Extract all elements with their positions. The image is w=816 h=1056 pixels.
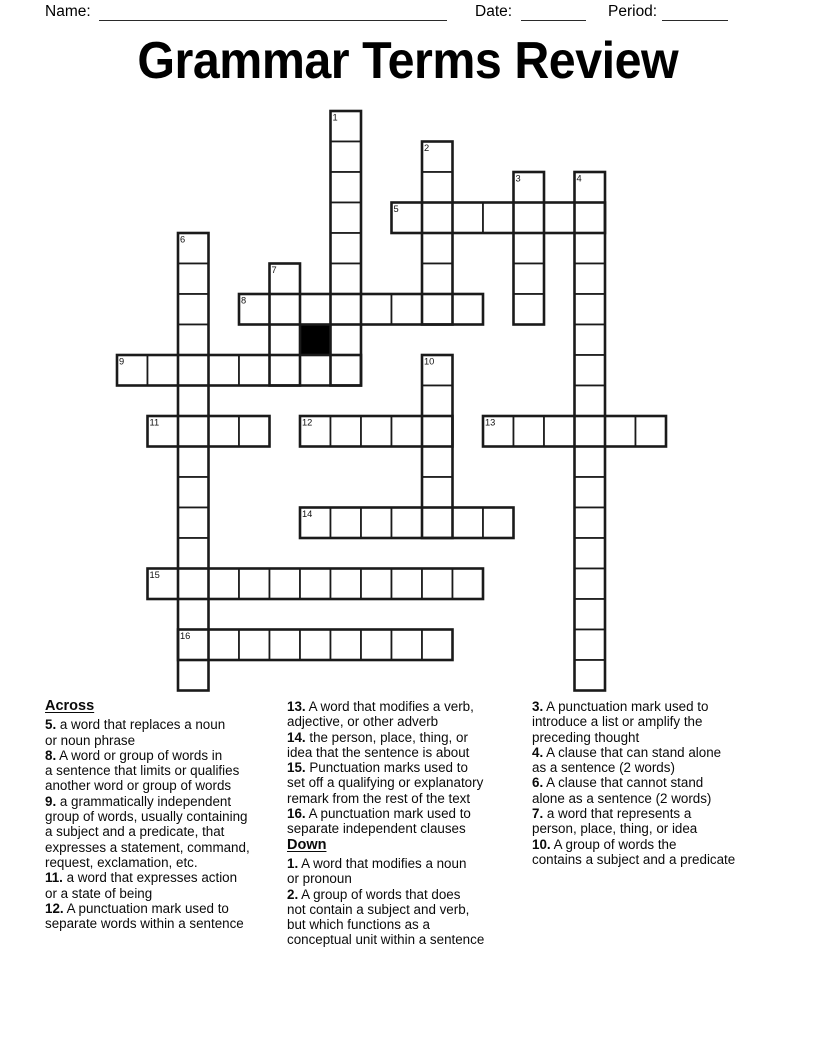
- grid-number-13: 13: [485, 417, 496, 428]
- name-blank-line: [99, 2, 447, 21]
- grid-cell: [453, 203, 484, 234]
- clue-number: 14.: [287, 729, 306, 745]
- clue-number: 5.: [45, 717, 57, 733]
- grid-cell: [331, 416, 362, 447]
- clue-down-10: [532, 837, 735, 868]
- name-label: Name:: [45, 3, 91, 20]
- clue-number: 9.: [45, 793, 57, 809]
- clue-number: 12.: [45, 900, 64, 916]
- grid-cell: [270, 355, 301, 386]
- grid-cell: [392, 569, 423, 600]
- grid-cell: [575, 416, 606, 447]
- grid-cell: [514, 264, 545, 295]
- clue-down-1-line: or pronoun: [287, 871, 352, 887]
- clue-across-12-line: 12. A punctuation mark used to: [45, 900, 229, 916]
- grid-cell: [178, 325, 209, 356]
- clue-number: 11.: [45, 870, 63, 886]
- grid-cell: [178, 599, 209, 630]
- grid-cell: [300, 630, 331, 661]
- clue-across-16-line: separate independent clauses: [287, 821, 466, 837]
- grid-cell: [331, 630, 362, 661]
- clue-across-8-line: another word or group of words: [45, 778, 232, 794]
- grid-cell: [514, 416, 545, 447]
- clue-number: 7.: [532, 806, 544, 822]
- grid-cell: [453, 294, 484, 325]
- grid-cell: [331, 508, 362, 539]
- clue-across-11-line: or a state of being: [45, 885, 153, 901]
- grid-cell: [422, 264, 453, 295]
- grid-cell: [575, 508, 606, 539]
- clue-across-9-line: group of words, usually containing: [45, 809, 248, 825]
- grid-cell: [453, 508, 484, 539]
- down-heading: Down: [287, 836, 327, 853]
- clue-across-16-line: 16. A punctuation mark used to: [287, 806, 471, 822]
- grid-number-14: 14: [302, 509, 313, 520]
- grid-cell: [422, 203, 453, 234]
- grid-cell: [422, 477, 453, 508]
- grid-cell: [178, 569, 209, 600]
- grid-cell: [361, 416, 392, 447]
- grid-cell: [148, 355, 179, 386]
- grid-cell: [575, 203, 606, 234]
- grid-cell: [361, 630, 392, 661]
- clue-down-2-line: 2. A group of words that does: [287, 886, 461, 902]
- grid-cell: [209, 355, 240, 386]
- clue-across-9-line: expresses a statement, command,: [45, 839, 250, 855]
- clue-number: 4.: [532, 744, 544, 760]
- page-title: [0, 33, 816, 90]
- grid-cell: [422, 386, 453, 417]
- clue-number: 8.: [45, 747, 57, 763]
- grid-cell: [422, 233, 453, 264]
- clue-across-8: [45, 748, 250, 794]
- grid-cell: [514, 294, 545, 325]
- grid-cell: [178, 508, 209, 539]
- clue-down-3-line: 3. A punctuation mark used to: [532, 699, 709, 714]
- grid-number-16: 16: [180, 631, 191, 642]
- clue-number: 13.: [287, 699, 306, 714]
- grid-cell: [209, 416, 240, 447]
- clue-across-5: [45, 717, 250, 748]
- grid-cell: [575, 477, 606, 508]
- grid-cell: [178, 477, 209, 508]
- clue-down-7: [532, 806, 735, 837]
- grid-number-5: 5: [393, 204, 399, 215]
- clue-down-3: [532, 699, 735, 745]
- grid-cell: [331, 264, 362, 295]
- grid-cell: [239, 630, 270, 661]
- grid-cell: [331, 233, 362, 264]
- grid-cell: [300, 355, 331, 386]
- grid-cell: [239, 569, 270, 600]
- clue-down-10-line: 10. A group of words the: [532, 836, 677, 852]
- grid-number-15: 15: [149, 570, 160, 581]
- clue-number: 1.: [287, 855, 299, 871]
- clue-down-1-line: 1. A word that modifies a noun: [287, 855, 467, 871]
- grid-cell: [422, 630, 453, 661]
- grid-cell: [178, 660, 209, 691]
- grid-cell: [575, 264, 606, 295]
- clues-column-2: [287, 699, 484, 948]
- grid-cell: [575, 325, 606, 356]
- grid-cell: [239, 355, 270, 386]
- clues-column-1: [45, 699, 250, 931]
- grid-cell: [575, 660, 606, 691]
- grid-cell: [544, 416, 575, 447]
- grid-cell: [270, 294, 301, 325]
- grid-cell: [422, 416, 453, 447]
- clue-down-7-line: person, place, thing, or idea: [532, 821, 698, 837]
- grid-cell: [422, 447, 453, 478]
- grid-cell: [422, 172, 453, 203]
- clue-across-8-line: 8. A word or group of words in: [45, 747, 223, 763]
- period-label: Period:: [608, 3, 658, 20]
- grid-cell: [331, 172, 362, 203]
- page-title-text: Grammar Terms Review: [137, 32, 679, 90]
- clue-down-1: [287, 856, 484, 887]
- clue-across-14-line: idea that the sentence is about: [287, 744, 470, 760]
- clue-down-2-line: conceptual unit within a sentence: [287, 932, 485, 948]
- clue-across-15-line: set off a qualifying or explanatory: [287, 775, 484, 791]
- clue-number: 3.: [532, 699, 544, 714]
- grid-cell: [331, 355, 362, 386]
- grid-number-7: 7: [271, 265, 277, 276]
- grid-cell: [575, 569, 606, 600]
- clue-across-16: [287, 806, 484, 837]
- clue-across-13-line: 13. A word that modifies a verb,: [287, 699, 474, 714]
- grid-cell: [178, 264, 209, 295]
- clue-number: 15.: [287, 760, 306, 776]
- grid-cell: [270, 569, 301, 600]
- grid-cell: [483, 203, 514, 234]
- grid-cell: [331, 142, 362, 173]
- crossword-grid-svg: [115, 109, 669, 693]
- clue-across-13-line: adjective, or other adverb: [287, 714, 439, 730]
- grid-cell: [514, 203, 545, 234]
- grid-number-2: 2: [424, 143, 430, 154]
- clue-across-9-line: 9. a grammatically independent: [45, 793, 232, 809]
- grid-cell: [239, 416, 270, 447]
- clue-across-14-line: 14. the person, place, thing, or: [287, 729, 468, 745]
- clue-down-10-line: contains a subject and a predicate: [532, 851, 736, 867]
- clue-number: 6.: [532, 775, 544, 791]
- grid-number-6: 6: [180, 234, 186, 245]
- clue-down-2: [287, 887, 484, 948]
- grid-cell: [361, 294, 392, 325]
- clue-number: 10.: [532, 836, 551, 852]
- clue-across-9: [45, 794, 250, 870]
- grid-cell: [575, 355, 606, 386]
- grid-cell: [270, 630, 301, 661]
- grid-cell: [178, 416, 209, 447]
- grid-number-11: 11: [149, 417, 160, 428]
- grid-cell: [575, 599, 606, 630]
- clues-column-3: [532, 699, 735, 867]
- grid-cell: [605, 416, 636, 447]
- clue-across-8-line: a sentence that limits or qualifies: [45, 763, 240, 779]
- clue-down-3-line: preceding thought: [532, 729, 640, 745]
- grid-cell: [575, 538, 606, 569]
- clue-across-9-line: request, exclamation, etc.: [45, 854, 198, 870]
- clue-down-6: [532, 775, 735, 806]
- clue-across-9-line: a subject and a predicate, that: [45, 824, 225, 840]
- grid-cell: [453, 569, 484, 600]
- grid-cell: [361, 569, 392, 600]
- grid-cell: [392, 508, 423, 539]
- clue-across-15-line: 15. Punctuation marks used to: [287, 760, 468, 776]
- grid-cell: [575, 233, 606, 264]
- grid-cell: [178, 294, 209, 325]
- date-blank-line: [521, 2, 586, 21]
- clue-across-12-line: separate words within a sentence: [45, 916, 244, 932]
- grid-cell: [483, 508, 514, 539]
- grid-cell: [422, 569, 453, 600]
- grid-cell: [361, 508, 392, 539]
- grid-cell: [209, 569, 240, 600]
- clue-down-4-line: 4. A clause that can stand alone: [532, 744, 722, 760]
- clue-across-5-line: or noun phrase: [45, 732, 136, 748]
- grid-cell: [575, 386, 606, 417]
- clue-across-15-line: remark from the rest of the text: [287, 790, 471, 806]
- across-heading: Across: [45, 698, 95, 714]
- grid-cell: [392, 294, 423, 325]
- clue-down-2-line: but which functions as a: [287, 917, 430, 933]
- clue-across-14: [287, 730, 484, 761]
- clue-down-2-line: not contain a subject and verb,: [287, 901, 470, 917]
- grid-cell: [331, 294, 362, 325]
- grid-cell: [209, 630, 240, 661]
- grid-cell: [392, 630, 423, 661]
- clue-down-4: [532, 745, 735, 776]
- clue-number: 16.: [287, 806, 306, 822]
- grid-number-10: 10: [424, 356, 435, 367]
- clue-down-3-line: introduce a list or amplify the: [532, 714, 703, 730]
- grid-cell: [300, 294, 331, 325]
- grid-number-12: 12: [302, 417, 313, 428]
- grid-cell: [331, 203, 362, 234]
- clue-across-11-line: 11. a word that expresses action: [45, 870, 238, 886]
- clue-across-11: [45, 870, 250, 901]
- grid-cell: [178, 386, 209, 417]
- grid-number-4: 4: [576, 173, 582, 184]
- grid-cell: [575, 294, 606, 325]
- grid-cell: [544, 203, 575, 234]
- date-label: Date:: [475, 3, 513, 20]
- grid-number-9: 9: [119, 356, 125, 367]
- grid-cell: [331, 325, 362, 356]
- grid-cell: [514, 233, 545, 264]
- grid-cell: [636, 416, 667, 447]
- grid-number-3: 3: [515, 173, 521, 184]
- period-blank-line: [662, 2, 728, 21]
- clue-down-6-line: 6. A clause that cannot stand: [532, 775, 704, 791]
- grid-cell: [575, 447, 606, 478]
- blocked-cell: [300, 325, 331, 356]
- clue-down-4-line: as a sentence (2 words): [532, 760, 675, 776]
- grid-cell: [422, 508, 453, 539]
- grid-cell: [300, 569, 331, 600]
- grid-cell: [178, 538, 209, 569]
- clue-across-5-line: 5. a word that replaces a noun: [45, 717, 226, 733]
- clue-down-6-line: alone as a sentence (2 words): [532, 790, 712, 806]
- grid-number-8: 8: [241, 295, 247, 306]
- clue-across-12: [45, 901, 250, 932]
- clue-number: 2.: [287, 886, 299, 902]
- grid-cell: [422, 294, 453, 325]
- clue-across-15: [287, 760, 484, 806]
- grid-number-1: 1: [332, 112, 338, 123]
- grid-cell: [392, 416, 423, 447]
- grid-cell: [178, 447, 209, 478]
- grid-cell: [178, 355, 209, 386]
- crossword-grid: [115, 109, 669, 693]
- clue-down-7-line: 7. a word that represents a: [532, 806, 692, 822]
- grid-cell: [331, 569, 362, 600]
- grid-cell: [270, 325, 301, 356]
- clue-across-13: [287, 699, 484, 730]
- grid-cell: [575, 630, 606, 661]
